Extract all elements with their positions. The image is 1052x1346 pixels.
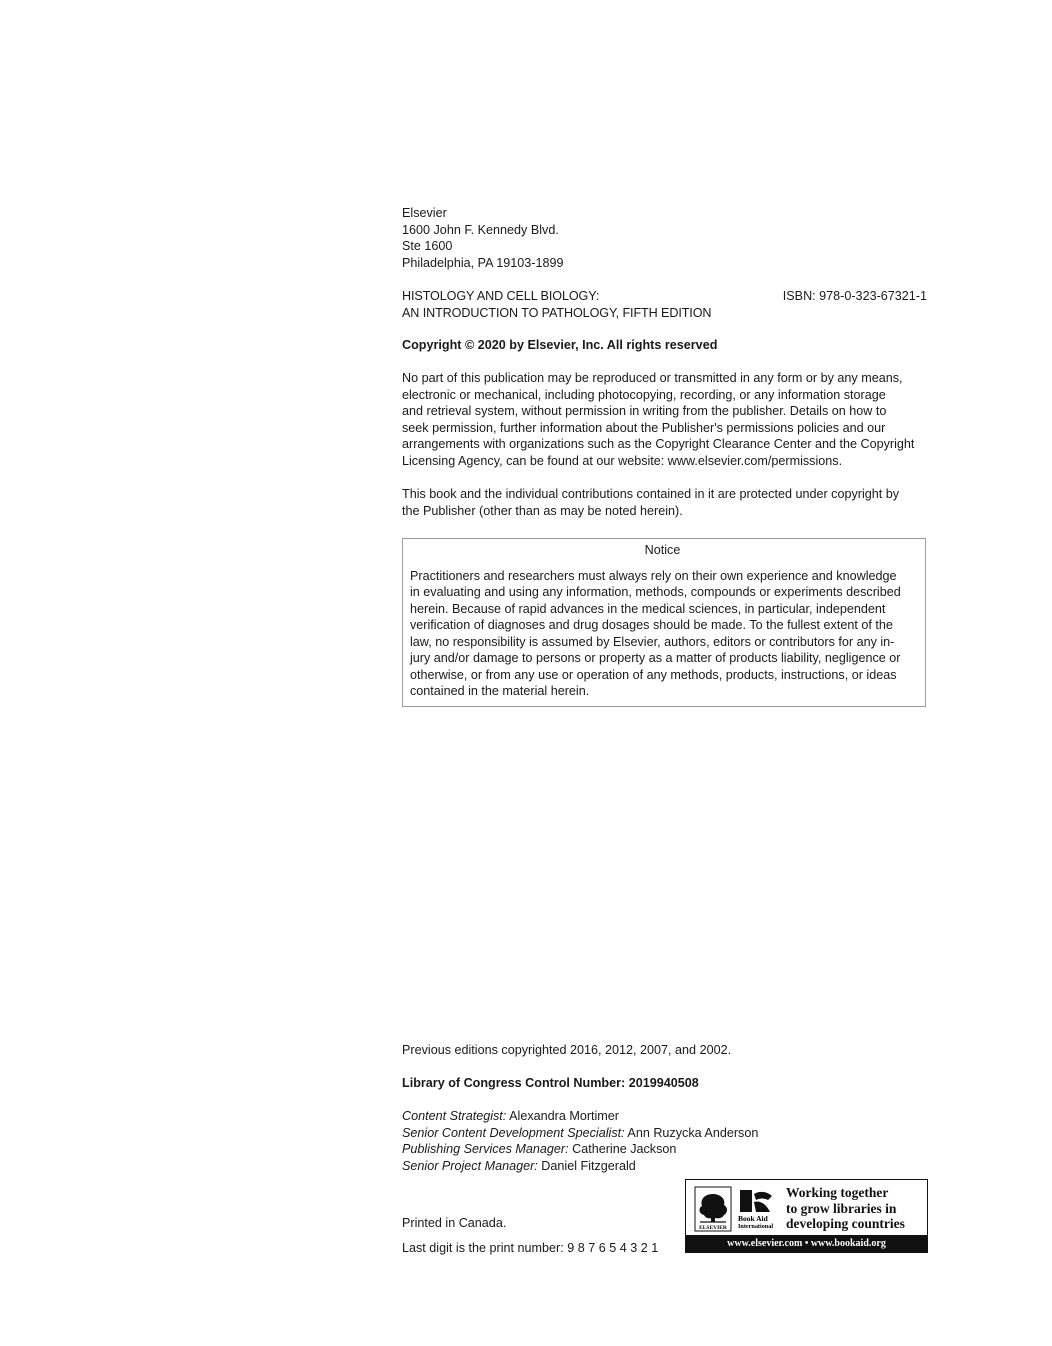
notice-line: herein. Because of rapid advances in the medical sciences, in particular, independent xyxy=(410,601,886,616)
credits-list xyxy=(402,1108,930,1174)
rights-line: seek permission, further information about the Publisher's permissions policies and our xyxy=(402,420,886,435)
credit-role: Publishing Services Manager: xyxy=(402,1142,569,1156)
rights-line: arrangements with organizations such as the Copyright Clearance Center and the Copyright xyxy=(402,437,915,451)
address-line: Ste 1600 xyxy=(402,239,453,253)
credit-name: Alexandra Mortimer xyxy=(506,1109,619,1123)
isbn: ISBN: 978-0-323-67321-1 xyxy=(782,289,927,303)
tagline-line: to grow libraries in xyxy=(786,1200,897,1216)
print-number-text: Last digit is the print number: 9 8 7 6 5 4 3 2 1 xyxy=(402,1241,659,1255)
elsevier-bookaid-logos-icon xyxy=(694,1186,782,1234)
notice-heading: Notice xyxy=(644,543,681,557)
notice-line: in evaluating and using any information, methods, compounds or experiments described xyxy=(410,585,901,599)
copyright-text: Copyright © 2020 by Elsevier, Inc. All rights reserved xyxy=(402,338,718,352)
address-line: 1600 John F. Kennedy Blvd. xyxy=(402,222,559,237)
printed-in-text: Printed in Canada. xyxy=(402,1216,507,1230)
previous-editions xyxy=(402,1042,930,1059)
elsevier-logo-label: ELSEVIER xyxy=(699,1225,727,1231)
bookaid-logo-label: Book Aid xyxy=(738,1214,768,1223)
notice-line: law, no responsibility is assumed by Elsevier, authors, editors or contributors for any in- xyxy=(410,634,895,649)
protection-paragraph xyxy=(402,486,930,519)
rights-line: electronic or mechanical, including photocopying, recording, or any information storage xyxy=(402,387,886,402)
credit-line xyxy=(402,1125,930,1142)
credit-name: Ann Ruzycka Anderson xyxy=(624,1125,759,1140)
bookaid-urls: www.elsevier.com • www.bookaid.org xyxy=(686,1235,927,1252)
credit-line xyxy=(402,1158,930,1175)
address-line: Elsevier xyxy=(402,206,447,220)
tagline-line: developing countries xyxy=(786,1216,905,1231)
notice-line: Practitioners and researchers must always rely on their own experience and knowledge xyxy=(410,568,897,583)
credit-role: Senior Project Manager: xyxy=(402,1158,538,1173)
protection-line: the Publisher (other than as may be noted herein). xyxy=(402,503,683,518)
rights-line: No part of this publication may be reproduced or transmitted in any form or by any means, xyxy=(402,371,903,385)
rights-paragraph xyxy=(402,370,930,469)
rights-line: and retrieval system, without permission in writing from the publisher. Details on how to xyxy=(402,404,887,418)
tagline-line: Working together xyxy=(786,1185,889,1200)
notice-line: otherwise, or from any use or operation of any methods, products, instructions, or ideas xyxy=(410,667,897,682)
credit-role: Senior Content Development Specialist: xyxy=(402,1125,625,1140)
notice-line: verification of diagnoses and drug dosages should be made. To the fullest extent of the xyxy=(410,618,893,632)
lccn xyxy=(402,1075,930,1092)
rights-line: Licensing Agency, can be found at our website: www.elsevier.com/permissions. xyxy=(402,453,843,468)
notice-line: contained in the material herein. xyxy=(410,684,590,698)
credit-role: Content Strategist: xyxy=(402,1109,507,1123)
bookaid-logo-box xyxy=(685,1179,928,1253)
notice-line: jury and/or damage to persons or property as a matter of products liability, negligence or xyxy=(410,651,901,665)
lccn-text: Library of Congress Control Number: 2019940508 xyxy=(402,1076,699,1090)
notice-box xyxy=(402,538,926,707)
credit-line xyxy=(402,1141,930,1158)
previous-editions-text: Previous editions copyrighted 2016, 2012, 2007, and 2002. xyxy=(402,1043,732,1057)
credit-name: Catherine Jackson xyxy=(568,1142,677,1156)
protection-line: This book and the individual contributions contained in it are protected under copyright by xyxy=(402,487,900,501)
address-line: Philadelphia, PA 19103-1899 xyxy=(402,255,564,270)
book-title-block xyxy=(402,288,930,321)
credit-name: Daniel Fitzgerald xyxy=(537,1158,636,1173)
book-title-line: HISTOLOGY AND CELL BIOLOGY: xyxy=(402,289,600,303)
book-title-line: AN INTRODUCTION TO PATHOLOGY, FIFTH EDITION xyxy=(402,305,712,320)
publisher-address xyxy=(402,205,930,271)
copyright-line xyxy=(402,337,930,354)
bookaid-logo-sublabel: International xyxy=(738,1223,774,1230)
bookaid-tagline xyxy=(786,1185,926,1232)
credit-line xyxy=(402,1108,930,1125)
